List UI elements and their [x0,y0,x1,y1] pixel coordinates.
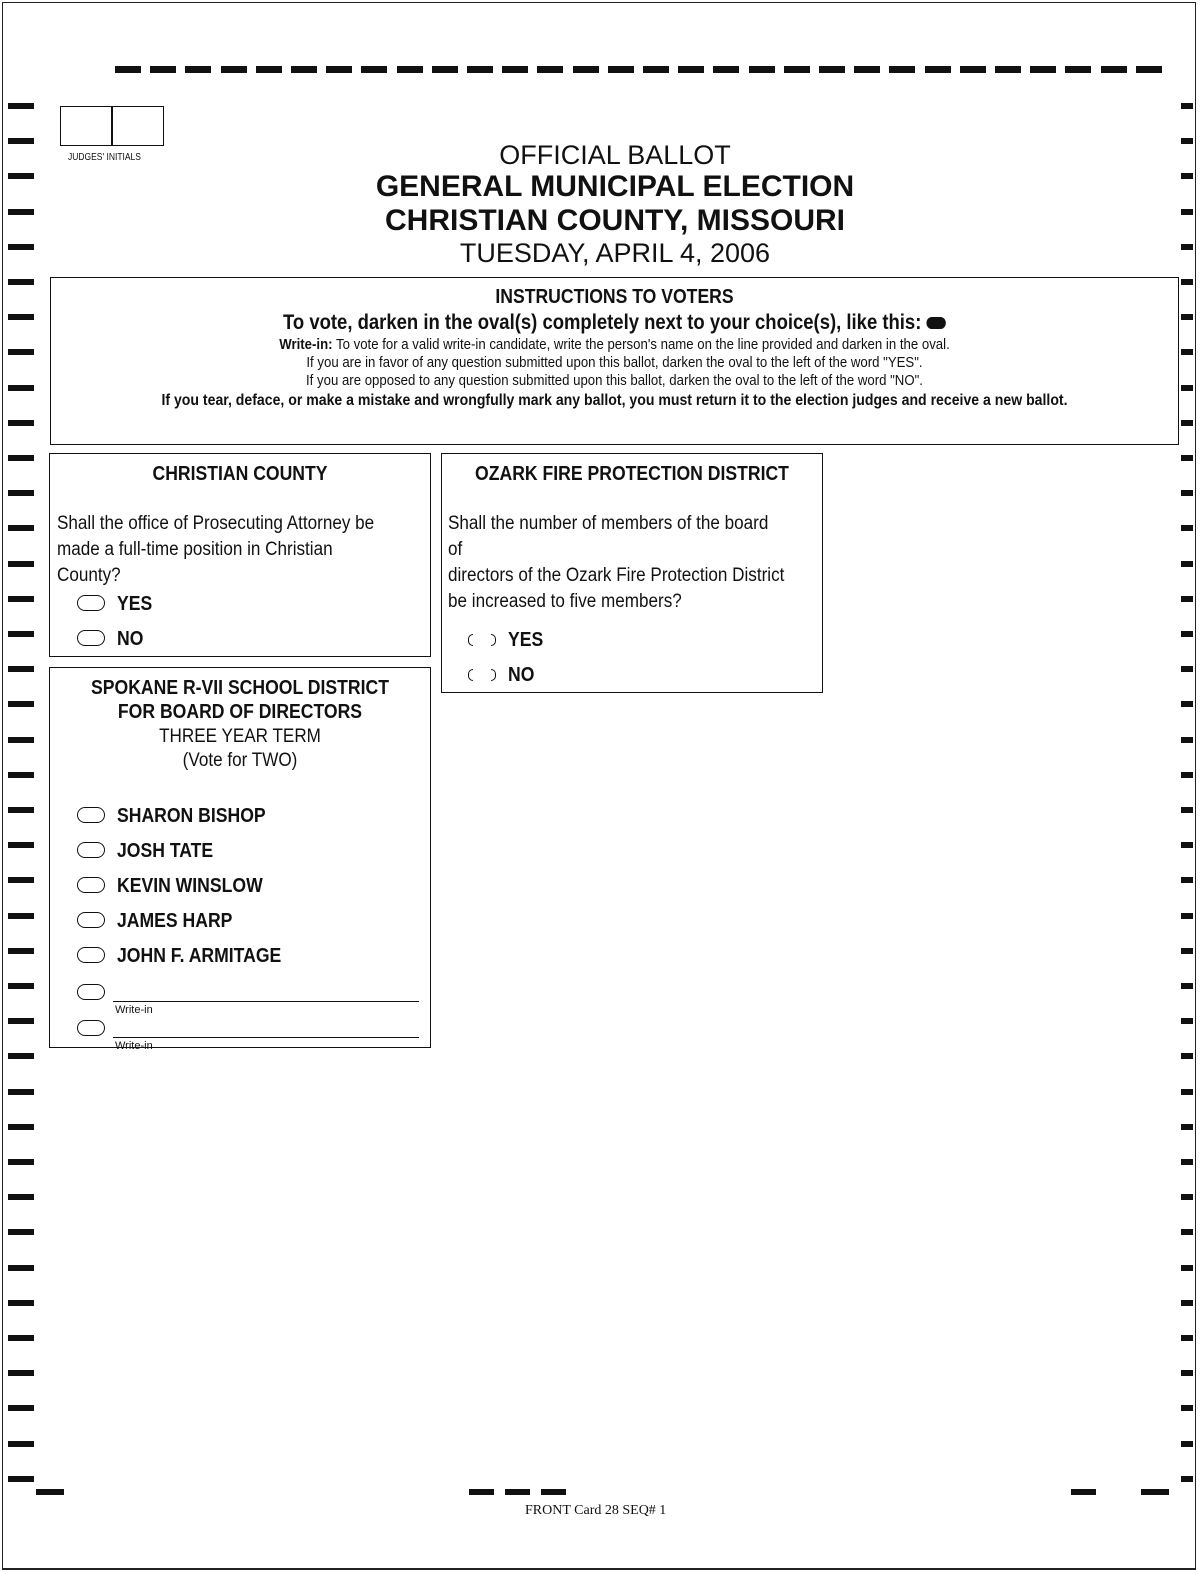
timing-mark [221,66,247,73]
bottom-timing-mark [36,1489,64,1495]
timing-mark [8,1405,34,1411]
timing-mark [8,701,34,707]
timing-mark [8,279,34,285]
timing-mark [1181,983,1193,989]
contest-title: OZARK FIRE PROTECTION DISTRICT [475,463,789,485]
timing-mark [8,737,34,743]
bottom-timing-mark [541,1489,566,1495]
timing-mark [8,385,34,391]
timing-mark [1181,1018,1193,1024]
vote-oval[interactable] [77,595,105,611]
timing-mark [854,66,880,73]
timing-mark [1181,1229,1193,1235]
contest-question [448,511,785,615]
timing-mark [8,1300,34,1306]
timing-mark [8,349,34,355]
timing-mark [1181,279,1193,285]
writein-instruction-label: Write-in: [279,336,333,353]
timing-mark [8,631,34,637]
timing-mark [1065,66,1091,73]
ballot-type: OFFICIAL BALLOT [499,140,731,170]
timing-mark [1181,1089,1193,1095]
school-board-contest [49,667,431,1052]
writein-line[interactable] [113,1037,419,1038]
timing-mark [1181,525,1193,531]
yes-instruction: If you are in favor of any question submitted upon this ballot, darken the oval to the left of the word "YES". [306,354,923,371]
candidate-name: JOSH TATE [117,840,214,862]
question-line: be increased to five members? [448,591,682,612]
vote-oval[interactable] [77,1020,105,1036]
timing-mark [1181,1335,1193,1341]
no-instruction: If you are opposed to any question submitted upon this ballot, darken the oval to the left of the word "NO". [306,372,923,389]
timing-mark [361,66,387,73]
timing-mark [1181,1476,1193,1482]
timing-mark [819,66,845,73]
term-label: THREE YEAR TERM [159,726,321,747]
vote-oval[interactable] [77,912,105,928]
timing-mark [8,561,34,567]
vote-oval[interactable] [77,984,105,1000]
timing-mark [1181,948,1193,954]
timing-mark [502,66,528,73]
timing-mark [8,138,34,144]
contest-title: CHRISTIAN COUNTY [152,463,328,485]
election-name: GENERAL MUNICIPAL ELECTION [375,170,855,203]
writein-option[interactable] [77,1018,422,1052]
timing-mark [8,1124,34,1130]
bottom-timing-mark [469,1489,494,1495]
timing-mark [889,66,915,73]
option-label: YES [508,629,544,651]
timing-mark [995,66,1021,73]
timing-mark [8,173,34,179]
vote-for-label: (Vote for TWO) [182,750,298,771]
judges-initials-label: JUDGES' INITIALS [68,152,141,163]
timing-mark [1181,1159,1193,1165]
timing-mark [1181,596,1193,602]
timing-mark [8,1441,34,1447]
question-line: Shall the number of members of the board of [448,513,769,560]
timing-mark [291,66,317,73]
timing-mark [1181,490,1193,496]
timing-mark [1181,666,1193,672]
timing-mark [150,66,176,73]
instructions-main [119,311,1111,335]
candidate-name: JAMES HARP [117,910,233,932]
ozark-fire-contest [441,453,823,693]
election-date: TUESDAY, APRIL 4, 2006 [459,238,771,268]
timing-mark [8,842,34,848]
timing-mark [1181,385,1193,391]
timing-mark [8,948,34,954]
timing-mark [115,66,141,73]
timing-mark [8,1335,34,1341]
timing-mark [643,66,669,73]
contest-title: SPOKANE R-VII SCHOOL DISTRICT [91,677,389,699]
timing-mark [256,66,282,73]
card-sequence-label: FRONT Card 28 SEQ# 1 [525,1503,667,1518]
vote-oval[interactable] [77,877,105,893]
timing-mark [8,103,34,109]
timing-mark [1181,455,1193,461]
timing-mark [784,66,810,73]
timing-mark [8,877,34,883]
writein-option[interactable] [77,982,422,1016]
timing-mark [1181,631,1193,637]
timing-mark [537,66,563,73]
timing-mark [8,314,34,320]
timing-mark [1101,66,1127,73]
christian-county-contest [49,453,431,657]
timing-mark [397,66,423,73]
candidate-name: KEVIN WINSLOW [117,875,263,897]
timing-mark [8,1194,34,1200]
timing-mark [8,420,34,426]
writein-label: Write-in [115,1004,153,1016]
instructions-box [50,277,1179,445]
writein-label: Write-in [115,1040,153,1052]
option-label: NO [508,664,535,686]
timing-mark [1181,1405,1193,1411]
timing-mark [1030,66,1056,73]
timing-mark [8,1370,34,1376]
instructions-title: INSTRUCTIONS TO VOTERS [495,286,734,308]
vote-oval[interactable] [77,630,105,646]
question-line: made a full-time position in Christian County? [57,539,333,586]
timing-mark [432,66,458,73]
timing-mark [8,983,34,989]
vote-oval[interactable] [77,842,105,858]
timing-mark [1181,561,1193,567]
timing-mark [960,66,986,73]
judge-initial-box[interactable] [60,106,112,146]
timing-mark [1181,420,1193,426]
timing-mark [1181,1265,1193,1271]
timing-mark [185,66,211,73]
vote-oval[interactable] [77,807,105,823]
timing-mark [1181,349,1193,355]
timing-mark [1181,209,1193,215]
vote-oval[interactable] [468,666,496,682]
timing-mark [8,244,34,250]
timing-mark [1181,701,1193,707]
timing-mark [608,66,634,73]
warning-instruction: If you tear, deface, or make a mistake and wrongfully mark any ballot, you must return it to the election judges and receive a new ballot. [161,392,1068,409]
timing-mark [678,66,704,73]
timing-mark [1181,1370,1193,1376]
timing-mark [8,525,34,531]
timing-mark [1181,314,1193,320]
timing-mark [1181,842,1193,848]
timing-mark [8,807,34,813]
timing-mark [8,596,34,602]
writein-instruction [119,336,1111,353]
question-line: directors of the Ozark Fire Protection District [448,565,785,586]
writein-line[interactable] [113,1001,419,1002]
county-name: CHRISTIAN COUNTY, MISSOURI [384,204,846,237]
vote-oval[interactable] [468,631,496,647]
timing-mark [8,772,34,778]
option-label: YES [117,593,153,615]
timing-mark [8,666,34,672]
timing-mark [1181,1300,1193,1306]
question-line: Shall the office of Prosecuting Attorney be [57,513,375,534]
candidate-name: JOHN F. ARMITAGE [117,945,282,967]
timing-mark [1181,1194,1193,1200]
contest-subtitle: FOR BOARD OF DIRECTORS [117,701,363,723]
timing-mark [925,66,951,73]
bottom-timing-mark [1071,1489,1096,1495]
timing-mark [1181,807,1193,813]
candidate-name: SHARON BISHOP [117,805,266,827]
timing-mark [749,66,775,73]
instructions-line: To vote, darken in the oval(s) completely next to your choice(s), like this: [282,311,922,334]
option-label: NO [117,628,144,650]
ballot-header [300,140,930,268]
bottom-timing-mark [1141,1489,1169,1495]
timing-mark [8,1053,34,1059]
timing-mark [8,1229,34,1235]
timing-mark [8,1089,34,1095]
timing-mark [713,66,739,73]
timing-mark [8,209,34,215]
timing-mark [1181,138,1193,144]
filled-oval-example-icon [927,317,946,329]
timing-mark [8,913,34,919]
timing-mark [1181,1441,1193,1447]
timing-mark [8,1018,34,1024]
bottom-timing-mark [505,1489,530,1495]
judge-initial-box[interactable] [112,106,164,146]
timing-mark [1136,66,1162,73]
timing-mark [1181,173,1193,179]
timing-mark [1181,737,1193,743]
timing-mark [1181,913,1193,919]
timing-mark [1181,244,1193,250]
timing-mark [467,66,493,73]
timing-mark [8,1476,34,1482]
timing-mark [326,66,352,73]
timing-mark [1181,103,1193,109]
timing-mark [8,455,34,461]
timing-mark [1181,1124,1193,1130]
timing-mark [1181,772,1193,778]
vote-oval[interactable] [77,947,105,963]
writein-instruction-text: To vote for a valid write-in candidate, write the person's name on the line provided and darken in the oval. [335,336,950,353]
timing-mark [8,1159,34,1165]
judges-initials-boxes [60,106,166,146]
timing-mark [573,66,599,73]
contest-question [57,511,393,589]
timing-mark [8,1265,34,1271]
timing-mark [1181,877,1193,883]
timing-mark [8,490,34,496]
timing-mark [1181,1053,1193,1059]
